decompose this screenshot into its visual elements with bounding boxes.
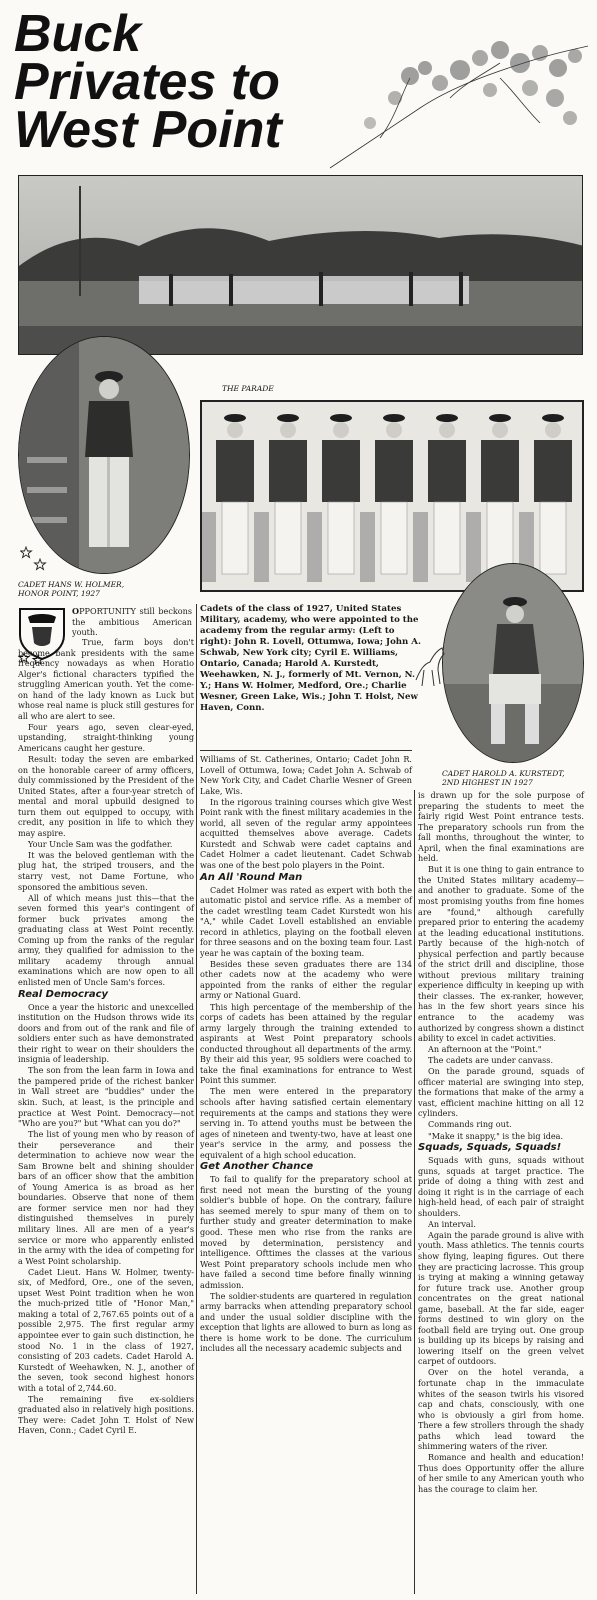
- column-divider: [196, 604, 197, 1594]
- col1-paragraph: Your Uncle Sam was the godfather.: [28, 838, 173, 849]
- col3-paragraph: An interval.: [428, 1218, 476, 1229]
- col2-paragraph: Besides these seven graduates there are 134 other cadets now at the academy who were appointed from the ranks of either the regular army or National Guard.: [200, 958, 412, 1001]
- subheading-all-round-man: An All 'Round Man: [200, 871, 303, 883]
- portrait-kurstedt: [442, 563, 584, 763]
- col2-paragraph: The soldier-students are quartered in regulation army barracks when attending preparatory school and under the usual soldier discipline with the exception that lights are allowed to burn as long as there is home work to be done. The curriculum includes all the necessary academic subjects and: [200, 1290, 412, 1354]
- caption-divider: [200, 750, 412, 751]
- col1-paragraph: Once a year the historic and unexcelled institution on the Hudson throws wide its doors and from out of the rank and file of soldiers enter such as have demonstrated their right to wear on their shoulders the insignia of leadership.: [18, 1001, 194, 1065]
- article-column-2: [200, 754, 412, 1355]
- col1-paragraph: It was the beloved gentleman with the plug hat, the striped trousers, and the starry vest, not Dame Fortune, who sponsored the ambitious seven.: [18, 849, 194, 892]
- subheading-get-another-chance: Get Another Chance: [200, 1161, 314, 1173]
- col1-paragraph: The list of young men who by reason of their perseverance and their determination to achieve now wear the Sam Browne belt and shining shoulder bars of an officer show that the ambition of Young America is as broad as her boundaries. Observe that none of them are former service men nor had they distinguished themselves in purely military lines. All are men of a year's service or more who apparently enlisted in the army with the idea of competing for a West Point scholarship.: [18, 1129, 194, 1266]
- intro-first-paragraph: OPPORTUNITY still beckons the ambitious American youth.: [72, 606, 192, 638]
- cadets-group-image: [202, 402, 582, 590]
- tree-icon: [300, 28, 590, 173]
- caption-holmer-name: CADET HANS W. HOLMER,: [18, 580, 125, 589]
- col2-paragraph: In the rigorous training courses which give West Point rank with the finest military academies in the world, all seven of the regular army appointees acquitted themselves above average. Cadets Kurstedt and Schwab were cadet captains and Cadet Holmer a cadet lieutenant. Cadet Schwab was one of the best polo players in the Point.: [200, 796, 412, 870]
- col3-paragraph: Again the parade ground is alive with youth. Mass athletics. The tennis courts show flying, leaping figures. Out there they are practicing lacrosse. This group is trying at making a winning getaway for future track use. Another group concentrates on the great national game, baseball. At the far side, eager forms destined to win glory on the football field are trying out. One group is building up its biceps by raising and lowering itself on the green velvet carpet of outdoors.: [418, 1229, 584, 1367]
- portrait-holmer: [18, 336, 190, 574]
- col3-paragraph: The cadets are under canvass.: [428, 1055, 554, 1066]
- col3-paragraph: Romance and health and education! Thus does Opportunity offer the allure of her smile to any American youth who has the courage to claim her.: [418, 1452, 584, 1494]
- col1-paragraph: The son from the lean farm in Iowa and the pampered pride of the richest banker in Wall street are "buddies" under the skin. Such, at least, is the principle and practice at West Point. Democracy—not "Who are you?" but "What can you do?": [18, 1065, 194, 1129]
- col1-paragraph: All of which means just this—that the seven formed this year's contingent of former buck privates among the graduating class at West Point recently. Coming up from the ranks of the regular army, they qualified for admission to the military academy through annual examinations which are now open to all enlisted men of Uncle Sam's forces.: [18, 892, 194, 987]
- col3-paragraph: On the parade ground, squads of officer material are swinging into step, the formations that make of the army a vast, efficient machine hitting on all 12 cylinders.: [418, 1066, 584, 1119]
- col2-paragraph: Williams of St. Catherines, Ontario; Cadet John R. Lovell of Ottumwa, Iowa; Cadet John A. Schwab of New York City, and Cadet Charlie Wesner of Green Lake, Wis.: [200, 754, 412, 796]
- article-intro: [72, 606, 192, 638]
- cadets-group-photo: [200, 400, 584, 592]
- col3-paragraph: Over on the hotel veranda, a fortunate chap in the immaculate whites of the season twirls his visored cap and chats, consciously, with one who is obviously a girl from home. There a few strollers through the shady paths which lead toward the shimmering waters of the river.: [418, 1367, 584, 1452]
- col1-paragraph: Four years ago, seven clear-eyed, upstanding, straight-thinking young Americans caught her gesture.: [18, 721, 194, 753]
- subheading-real-democracy: Real Democracy: [18, 988, 109, 1000]
- group-photo-caption: Cadets of the class of 1927, United States Military, academy, who were appointed to the academy from the regular army: (Left to right): John R. Lovell, Ottumwa, Iowa; John A. Schwab, New York city; Cyril E. Williams, Ontario, Canada; Harold A. Kurstedt, Weehawken, N. J., formerly of Mt. Vernon, N. Y.; Hans W. Holmer, Medford, Ore.; Charlie Wesner, Green Lake, Wis.; John T. Holst, New Haven, Conn.: [200, 604, 421, 713]
- col2-paragraph: To fail to qualify for the preparatory school at first need not mean the bursting of the young soldier's bubble of hope. On the contrary, failure has seemed merely to spur many of them on to further study and greater determination to make good. These men who rise from the ranks are moved by determination, persistency and intelligence. Ofttimes the classes at the various West Point preparatory schools include men who have failed a second time before finally winning admission.: [200, 1174, 412, 1290]
- parade-photo-image: [19, 176, 583, 355]
- col1-paragraph: Cadet Lieut. Hans W. Holmer, twenty-six, of Medford, Ore., one of the seven, upset West Point tradition when he won the much-prized title of "Honor Man," making a total of 2,767.65 points out of a possible 2,975. The first regular army appointee ever to gain such distinction, he stood No. 1 in the class of 1927, consisting of 203 cadets. Cadet Harold A. Kurstedt of Weehawken, N. J., another of the seven, took second highest honors with a total of 2,744.60.: [18, 1266, 194, 1393]
- parade-photo: [18, 175, 583, 355]
- article-column-1: [18, 637, 194, 1436]
- headline-line-2: West Point: [14, 101, 282, 159]
- col2-paragraph: Cadet Holmer was rated as expert with both the automatic pistol and service rifle. As a member of the cadet wrestling team Cadet Kurstedt won his "A," while Cadet Lovell established an enviable record in athletics, playing on the football eleven for three seasons and on the boxing team four. Last year he was captain of the boxing team.: [200, 884, 412, 958]
- column-divider: [414, 790, 415, 1594]
- star-icon: [20, 545, 50, 573]
- dropcap-letter: O: [72, 606, 80, 616]
- article-column-3: [418, 790, 584, 1495]
- caption-kurstedt-title: 2ND HIGHEST IN 1927: [442, 778, 533, 787]
- portrait-kurstedt-image: [443, 564, 584, 763]
- col2-paragraph: This high percentage of the membership of the corps of cadets has been attained by the regular army largely through the training extended to aspirants at West Point preparatory schools conducted throughout all departments of the army. By their aid this year, 95 soldiers were coached to take the final examinations for entrance to West Point this summer.: [200, 1001, 412, 1086]
- subheading-squads: Squads, Squads, Squads!: [418, 1142, 562, 1154]
- col3-paragraph: An afternoon at the "Point.": [428, 1044, 542, 1055]
- intro-second-paragraph: True, farm boys don't become bank presidents with the same frequency nowadays as when Horatio Alger's fictional characters typified the struggling American youth. Yet the come-on hand of the lady known as Luck but whose real name is pluck still gestures for all who are alert to see.: [18, 637, 194, 721]
- col1-paragraph: The remaining five ex-soldiers graduated also in relatively high positions. They were: Cadet John T. Holst of New Haven, Conn.; Cadet Cyril E.: [18, 1393, 194, 1436]
- col1-paragraph: Result: today the seven are embarked on the honorable career of army officers, duly commissioned by the President of the United States, after a four-year stretch of mental and moral upbuild designed to turn them out equipped to occupy, with credit, any position in life to which they may aspire.: [18, 754, 194, 838]
- col3-paragraph: Commands ring out.: [428, 1119, 512, 1130]
- col3-paragraph: Squads with guns, squads without guns, squads at target practice. The pride of doing a thing with zest and doing it right is in the carriage of each high-held head, of each pair of straight shoulders.: [418, 1155, 584, 1218]
- headline: [14, 5, 314, 159]
- caption-kurstedt-name: CADET HAROLD A. KURSTEDT,: [442, 769, 565, 778]
- col3-paragraph: "Make it snappy," is the big idea.: [428, 1130, 564, 1141]
- caption-holmer-title: HONOR POINT, 1927: [18, 589, 100, 598]
- col3-paragraph: is drawn up for the sole purpose of preparing the students to meet the fairly rigid West Point entrance tests. The preparatory schools run from the fall months, throughout the winter, to April, when the final examinations are held.: [418, 790, 584, 864]
- col2-paragraph: The men were entered in the preparatory schools after having satisfied certain elementary requirements at the camps and stations they were serving in. To attend youths must be between the ages of nineteen and twenty-two, have at least one year's service in the army, and possess the equivalent of a high school education.: [200, 1086, 412, 1160]
- col3-paragraph: But it is one thing to gain entrance to the United States military academy—and another to graduate. Some of the most promising youths from fine homes are "found," although carefully prepared prior to entering the academy at the leading educational institutions. Partly because of the high-notch of physical perfection and partly because of the strict drill and discipline, those without previous military training experience difficulty in keeping up with their classes. The ex-ranker, however, has in the few short years since his entrance to the academy was authorized by congress shown a distinct ability to excel in cadet activities.: [418, 864, 584, 1044]
- headline-line-1: Buck Privates to: [14, 5, 280, 111]
- portrait-holmer-image: [19, 337, 190, 574]
- caption-parade: THE PARADE: [222, 384, 274, 393]
